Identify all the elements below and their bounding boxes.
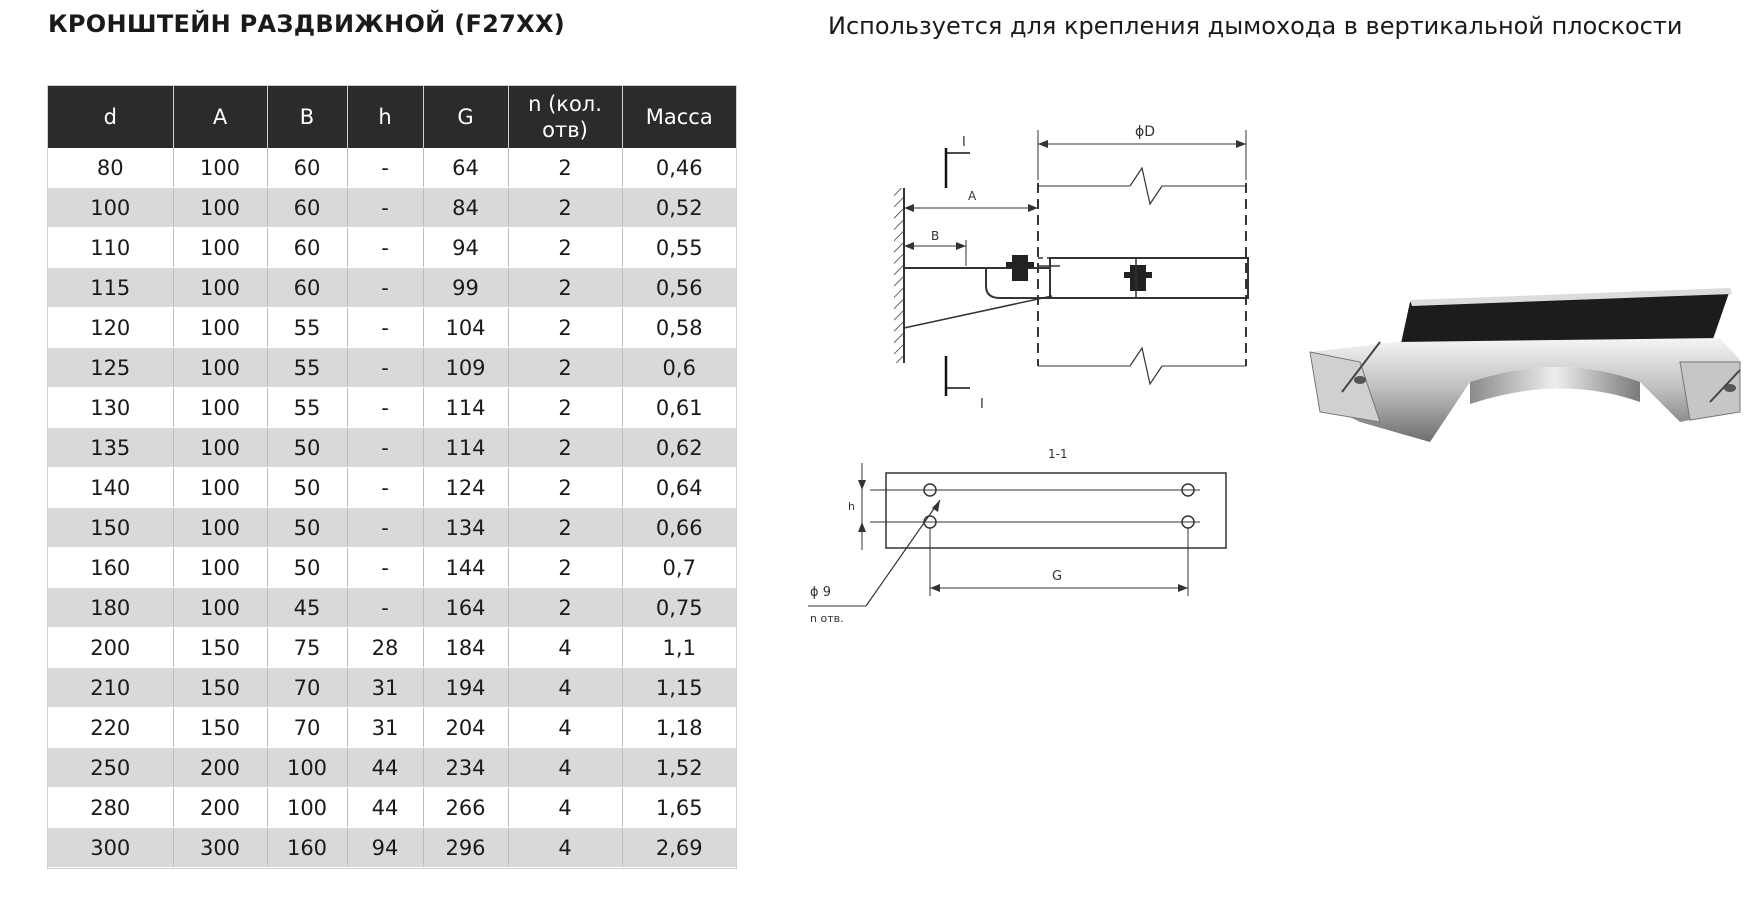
table-cell: 125 — [48, 348, 173, 388]
table-cell: 194 — [423, 668, 508, 708]
table-row — [48, 148, 736, 188]
table-row — [48, 308, 736, 348]
table-cell: 60 — [267, 188, 347, 228]
table-cell: 55 — [267, 348, 347, 388]
table-cell: 115 — [48, 268, 173, 308]
table-cell: - — [347, 468, 423, 508]
table-cell: 2,69 — [622, 828, 736, 868]
table-cell: 100 — [173, 388, 267, 428]
table-cell: 0,62 — [622, 428, 736, 468]
table-row — [48, 748, 736, 788]
column-header: B — [267, 86, 347, 148]
table-cell: 210 — [48, 668, 173, 708]
table-row — [48, 268, 736, 308]
table-cell: - — [347, 548, 423, 588]
table-cell: 0,52 — [622, 188, 736, 228]
label-b: B — [931, 229, 940, 243]
table-cell: 80 — [48, 148, 173, 188]
table-cell: 266 — [423, 788, 508, 828]
section-mark-top — [946, 135, 970, 188]
label-h: h — [848, 500, 855, 513]
table-cell: - — [347, 588, 423, 628]
table-cell: 55 — [267, 388, 347, 428]
table-cell: 134 — [423, 508, 508, 548]
table-row — [48, 628, 736, 668]
table-cell: 2 — [508, 308, 622, 348]
table-cell: 2 — [508, 428, 622, 468]
table-cell: 200 — [173, 748, 267, 788]
table-cell: 100 — [173, 228, 267, 268]
table-cell: 2 — [508, 268, 622, 308]
table-cell: 99 — [423, 268, 508, 308]
table-cell: 100 — [173, 188, 267, 228]
table-cell: 70 — [267, 668, 347, 708]
table-cell: 150 — [173, 628, 267, 668]
table-cell: 4 — [508, 828, 622, 868]
table-cell: 100 — [173, 548, 267, 588]
table-cell: 110 — [48, 228, 173, 268]
table-cell: 296 — [423, 828, 508, 868]
table-cell: 200 — [173, 788, 267, 828]
table-cell: 300 — [48, 828, 173, 868]
table-cell: 60 — [267, 228, 347, 268]
table-cell: 44 — [347, 788, 423, 828]
table-cell: 2 — [508, 228, 622, 268]
table-cell: 50 — [267, 428, 347, 468]
page-title: КРОНШТЕЙН РАЗДВИЖНОЙ (F27XX) — [48, 10, 566, 38]
section-mark-top-label: I — [962, 135, 966, 150]
table-cell: 4 — [508, 788, 622, 828]
section-view — [808, 447, 1226, 625]
column-header: A — [173, 86, 267, 148]
table-cell: 1,65 — [622, 788, 736, 828]
section-mark-bottom-label: I — [980, 397, 984, 412]
table-cell: 144 — [423, 548, 508, 588]
table-cell: 100 — [173, 148, 267, 188]
table-cell: 1,1 — [622, 628, 736, 668]
table-cell: 184 — [423, 628, 508, 668]
table-row — [48, 468, 736, 508]
table-cell: 180 — [48, 588, 173, 628]
table-cell: 50 — [267, 508, 347, 548]
table-cell: - — [347, 188, 423, 228]
table-cell: 31 — [347, 708, 423, 748]
table-cell: 45 — [267, 588, 347, 628]
table-cell: 204 — [423, 708, 508, 748]
section-title: 1-1 — [1048, 447, 1068, 461]
table-cell: 140 — [48, 468, 173, 508]
table-cell: 2 — [508, 348, 622, 388]
table-row — [48, 708, 736, 748]
table-cell: 109 — [423, 348, 508, 388]
table-cell: 100 — [173, 268, 267, 308]
table-cell: 100 — [173, 428, 267, 468]
table-cell: 55 — [267, 308, 347, 348]
table-cell: 124 — [423, 468, 508, 508]
table-cell: 100 — [48, 188, 173, 228]
column-header: G — [423, 86, 508, 148]
label-a: A — [968, 189, 977, 203]
table-cell: 0,66 — [622, 508, 736, 548]
table-cell: 94 — [347, 828, 423, 868]
table-row — [48, 348, 736, 388]
column-header: h — [347, 86, 423, 148]
table-row — [48, 548, 736, 588]
table-cell: 4 — [508, 708, 622, 748]
table-row — [48, 428, 736, 468]
wall-hatch — [894, 188, 904, 363]
table-cell: 84 — [423, 188, 508, 228]
table-cell: 31 — [347, 668, 423, 708]
table-cell: 100 — [173, 588, 267, 628]
table-cell: 234 — [423, 748, 508, 788]
table-cell: 130 — [48, 388, 173, 428]
table-cell: 1,18 — [622, 708, 736, 748]
diameter-label: ϕD — [1135, 124, 1156, 140]
table-cell: 2 — [508, 468, 622, 508]
table-cell: 160 — [48, 548, 173, 588]
table-row — [48, 228, 736, 268]
table-cell: - — [347, 508, 423, 548]
diameter-dimension — [1038, 124, 1246, 180]
table-cell: 4 — [508, 668, 622, 708]
section-mark-bottom — [946, 356, 984, 412]
product-photo — [1300, 282, 1752, 497]
table-cell: 0,46 — [622, 148, 736, 188]
table-cell: 4 — [508, 748, 622, 788]
table-cell: 50 — [267, 468, 347, 508]
table-cell: 70 — [267, 708, 347, 748]
column-header: n (кол. отв) — [508, 86, 622, 148]
table-cell: 64 — [423, 148, 508, 188]
bracket-drawing — [904, 255, 1248, 328]
table-row — [48, 828, 736, 868]
table-cell: 2 — [508, 388, 622, 428]
table-cell: 60 — [267, 268, 347, 308]
table-cell: 135 — [48, 428, 173, 468]
table-header-row — [48, 86, 736, 148]
dimension-b — [904, 229, 966, 266]
table-cell: 50 — [267, 548, 347, 588]
table-cell: 0,55 — [622, 228, 736, 268]
table-cell: - — [347, 228, 423, 268]
table-cell: 2 — [508, 508, 622, 548]
table-cell: 220 — [48, 708, 173, 748]
table-cell: 100 — [173, 348, 267, 388]
label-g: G — [1052, 569, 1063, 584]
table-cell: 100 — [173, 468, 267, 508]
table-row — [48, 588, 736, 628]
table-cell: - — [347, 148, 423, 188]
table-cell: 150 — [173, 668, 267, 708]
table-cell: 28 — [347, 628, 423, 668]
table-cell: 1,15 — [622, 668, 736, 708]
table-cell: 0,56 — [622, 268, 736, 308]
table-cell: 2 — [508, 548, 622, 588]
table-cell: 0,64 — [622, 468, 736, 508]
table-cell: 100 — [173, 308, 267, 348]
table-cell: 2 — [508, 588, 622, 628]
table-cell: 160 — [267, 828, 347, 868]
table-cell: 44 — [347, 748, 423, 788]
hole-diameter-label: ϕ 9 — [810, 585, 831, 600]
table-cell: 0,58 — [622, 308, 736, 348]
table-cell: 75 — [267, 628, 347, 668]
table-cell: 280 — [48, 788, 173, 828]
table-cell: 100 — [267, 788, 347, 828]
table-cell: 114 — [423, 428, 508, 468]
table-cell: 2 — [508, 148, 622, 188]
table-row — [48, 188, 736, 228]
table-cell: 150 — [173, 708, 267, 748]
table-row — [48, 388, 736, 428]
table-cell: 0,75 — [622, 588, 736, 628]
column-header: Масса — [622, 86, 736, 148]
table-cell: 100 — [267, 748, 347, 788]
column-header: d — [48, 86, 173, 148]
table-row — [48, 788, 736, 828]
table-row — [48, 668, 736, 708]
table-cell: 300 — [173, 828, 267, 868]
table-cell: 0,61 — [622, 388, 736, 428]
table-row — [48, 508, 736, 548]
table-cell: 0,7 — [622, 548, 736, 588]
table-cell: 2 — [508, 188, 622, 228]
table-cell: 94 — [423, 228, 508, 268]
table-cell: 4 — [508, 628, 622, 668]
table-cell: 150 — [48, 508, 173, 548]
table-cell: 164 — [423, 588, 508, 628]
dimension-a — [904, 189, 1038, 212]
table-cell: 60 — [267, 148, 347, 188]
technical-drawing — [790, 118, 1270, 658]
page-subtitle: Используется для крепления дымохода в вертикальной плоскости — [828, 12, 1683, 40]
table-body — [48, 148, 736, 868]
table-cell: - — [347, 308, 423, 348]
table-cell: 114 — [423, 388, 508, 428]
spec-table — [48, 86, 736, 868]
table-cell: 120 — [48, 308, 173, 348]
table-cell: 1,52 — [622, 748, 736, 788]
table-cell: 0,6 — [622, 348, 736, 388]
table-cell: 100 — [173, 508, 267, 548]
hole-count-label: n отв. — [810, 612, 844, 625]
table-cell: - — [347, 348, 423, 388]
table-cell: 250 — [48, 748, 173, 788]
table-cell: - — [347, 388, 423, 428]
table-cell: 200 — [48, 628, 173, 668]
table-cell: - — [347, 268, 423, 308]
table-cell: - — [347, 428, 423, 468]
table-cell: 104 — [423, 308, 508, 348]
